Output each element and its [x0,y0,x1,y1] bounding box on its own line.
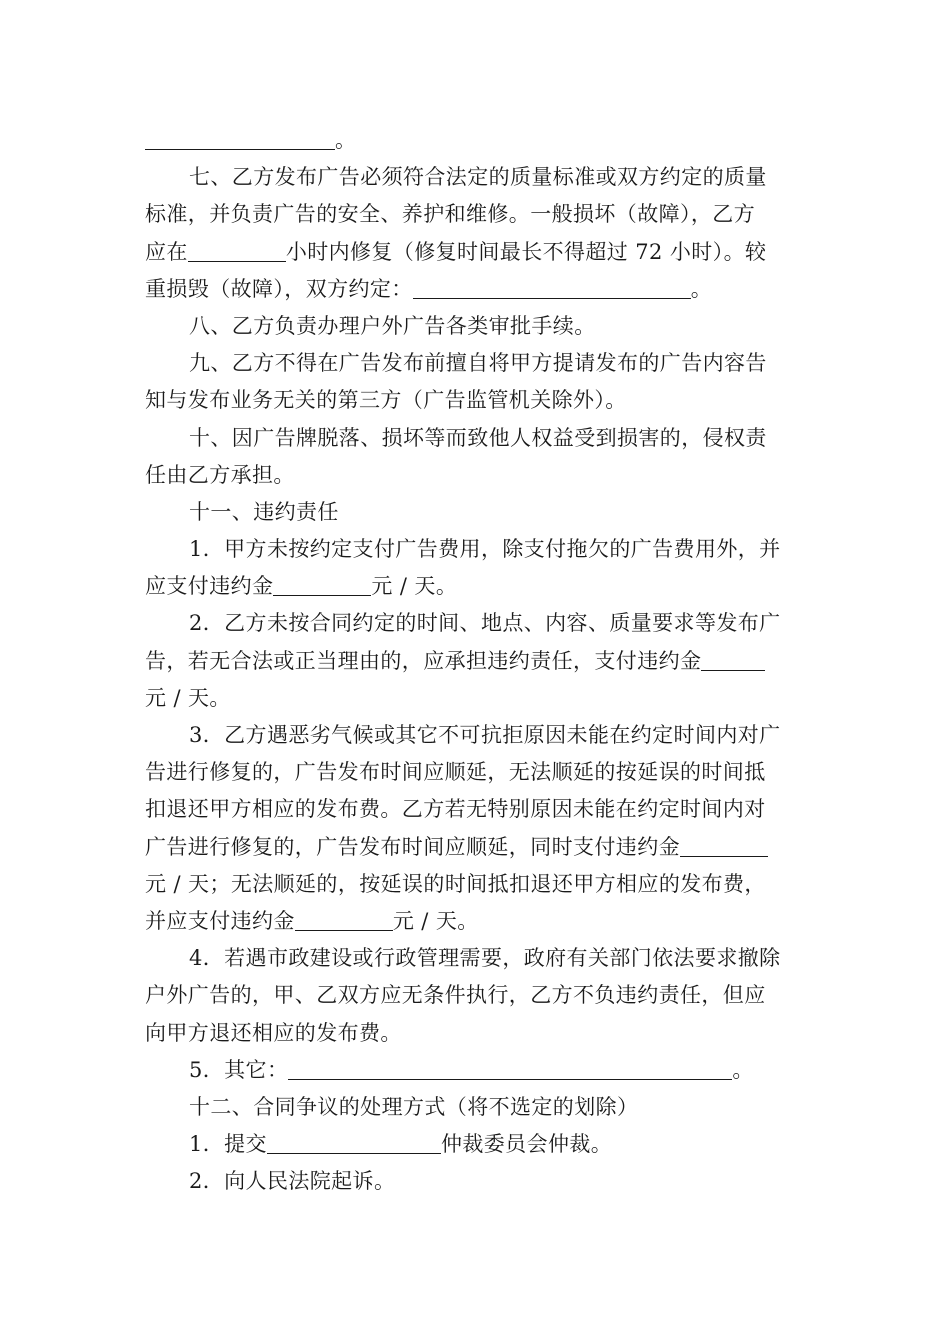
line-text: 任由乙方承担。 [145,462,295,487]
line-text: 元 / 天。 [145,685,231,710]
text-line [145,382,807,419]
text-line [145,234,807,271]
text-line [145,1015,807,1052]
line-text: 。 [732,1057,754,1082]
text-line [145,1089,807,1126]
fill-in-blank [680,834,768,857]
text-line [145,680,807,717]
line-text: 应支付违约金 [145,574,274,599]
fill-in-blank [701,648,765,671]
text-line [145,977,807,1014]
line-text: 广告进行修复的，广告发布时间应顺延，同时支付违约金 [145,834,680,859]
text-line [145,345,807,382]
text-line [145,1163,807,1200]
fill-in-blank [267,1131,441,1154]
line-text: 重损毁（故障），双方约定： [145,276,413,301]
line-text: 1．甲方未按约定支付广告费用，除支付拖欠的广告费用外，并 [189,537,781,562]
text-line [145,271,807,308]
line-text: 十二、合同争议的处理方式（将不选定的划除） [189,1094,639,1119]
line-text: 户外广告的，甲、乙双方应无条件执行，乙方不负违约责任，但应 [145,983,766,1008]
fill-in-blank [295,908,393,931]
line-text: 七、乙方发布广告必须符合法定的质量标准或双方约定的质量 [189,165,767,190]
line-text: 告，若无合法或正当理由的，应承担违约责任，支付违约金 [145,648,702,673]
fill-in-blank [188,239,286,262]
line-text: 元 / 天。 [392,908,479,933]
text-line [145,903,807,940]
fill-in-blank [288,1057,732,1080]
line-text: 元 / 天。 [371,574,458,599]
text-line [145,643,807,680]
text-line [145,829,807,866]
line-text: 5．其它： [189,1057,289,1082]
line-text: 十一、违约责任 [189,499,339,524]
text-line [145,494,807,531]
line-text: 仲裁委员会仲裁。 [440,1132,613,1157]
text-line [145,1126,807,1163]
fill-in-blank [273,573,371,596]
fill-in-blank [413,276,691,299]
text-line [145,308,807,345]
line-text: 元 / 天；无法顺延的，按延误的时间抵扣退还甲方相应的发布费， [145,871,766,896]
text-line [145,940,807,977]
line-text: 1．提交 [189,1132,267,1157]
line-text: 并应支付违约金 [145,908,295,933]
line-text: 。 [690,276,713,301]
text-line [145,717,807,754]
line-text: 4．若遇市政建设或行政管理需要，政府有关部门依法要求撤除 [189,946,781,971]
line-text: 2．乙方未按合同约定的时间、地点、内容、质量要求等发布广 [189,611,781,636]
line-text: 向甲方退还相应的发布费。 [145,1020,402,1045]
line-text: 扣退还甲方相应的发布费。乙方若无特别原因未能在约定时间内对 [145,797,766,822]
text-line [145,196,807,233]
text-line [145,159,807,196]
text-line [145,122,807,159]
line-text: 十、因广告牌脱落、损坏等而致他人权益受到损害的，侵权责 [189,425,767,450]
text-line [145,420,807,457]
line-text: 标准，并负责广告的安全、养护和维修。一般损坏（故障），乙方 [145,202,756,227]
text-line [145,605,807,642]
text-line [145,457,807,494]
line-text: 2．向人民法院起诉。 [189,1169,396,1194]
line-text: 小时内修复（修复时间最长不得超过 72 小时）。较 [285,239,767,264]
text-line [145,531,807,568]
line-text: 告进行修复的，广告发布时间应顺延，无法顺延的按延误的时间抵 [145,760,766,785]
document-page [145,122,807,1200]
text-line [145,791,807,828]
line-text: 九、乙方不得在广告发布前擅自将甲方提请发布的广告内容告 [189,351,767,376]
line-text: 应在 [145,239,188,264]
text-line [145,568,807,605]
line-text: 3．乙方遇恶劣气候或其它不可抗拒原因未能在约定时间内对广 [189,723,781,747]
text-line [145,1052,807,1089]
text-line [145,754,807,791]
line-text: 知与发布业务无关的第三方（广告监管机关除外）。 [145,388,627,413]
text-line [145,866,807,903]
fill-in-blank [145,127,335,150]
line-text: 。 [335,128,357,152]
line-text: 八、乙方负责办理户外广告各类审批手续。 [189,313,596,338]
